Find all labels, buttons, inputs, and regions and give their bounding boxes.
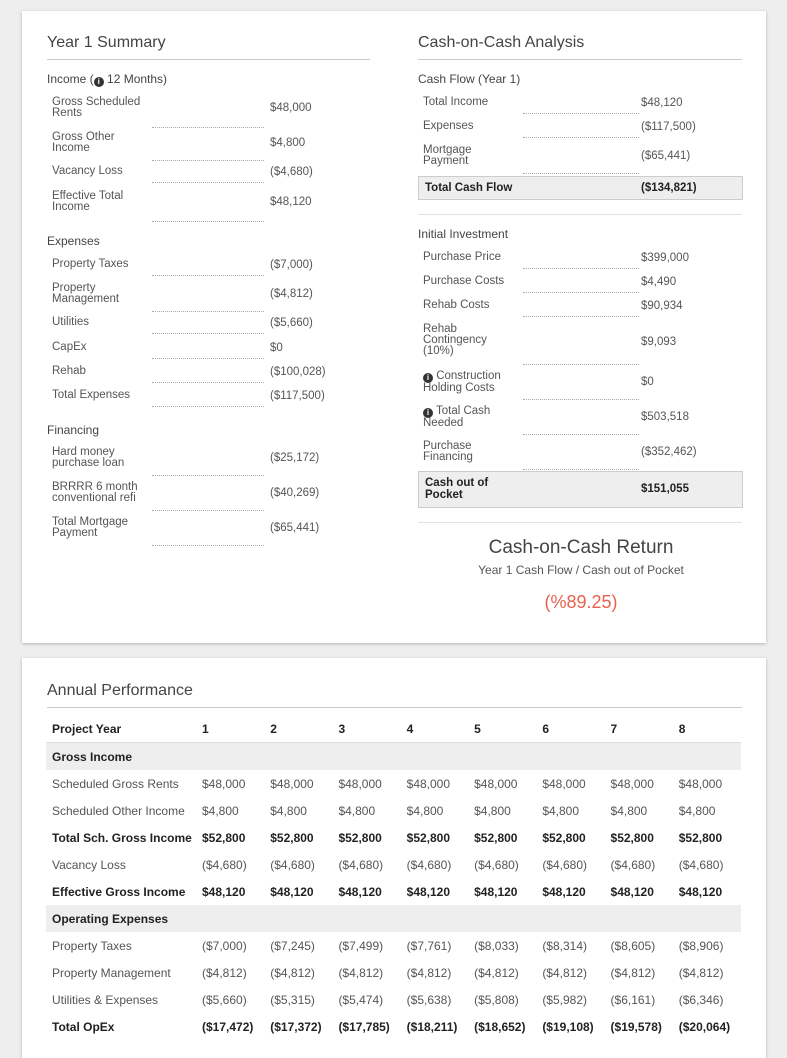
row-label-text: Vacancy Loss bbox=[52, 165, 123, 177]
year-8-cell: ($6,346) bbox=[678, 992, 724, 1007]
year-8-cell: $4,800 bbox=[678, 803, 716, 818]
divider bbox=[47, 707, 742, 708]
year-4-cell: $48,000 bbox=[406, 776, 451, 791]
row-label-cell: Total OpEx bbox=[52, 1019, 115, 1034]
dotted-divider bbox=[152, 275, 264, 276]
row-label-cell: Operating Expenses bbox=[46, 905, 741, 932]
row-value: ($117,500) bbox=[270, 390, 325, 402]
row-value: ($100,028) bbox=[270, 366, 326, 378]
year-8-cell: ($4,812) bbox=[678, 965, 724, 980]
table-row bbox=[46, 851, 741, 878]
year-6-cell: ($5,982) bbox=[542, 992, 588, 1007]
year-4-cell: ($4,680) bbox=[406, 857, 452, 872]
row-label bbox=[52, 132, 152, 154]
row-label bbox=[52, 342, 152, 353]
row-label bbox=[423, 371, 518, 394]
divider bbox=[47, 59, 370, 60]
row-value: ($40,269) bbox=[270, 487, 320, 499]
row-label bbox=[423, 324, 518, 357]
divider bbox=[418, 522, 742, 523]
info-icon[interactable]: i bbox=[423, 408, 433, 418]
total-cash-flow-row bbox=[418, 176, 743, 200]
income-label: Income ( i 12 Months) bbox=[47, 72, 168, 86]
year-7-cell: ($8,605) bbox=[610, 938, 656, 953]
table-group-row bbox=[46, 905, 741, 932]
row-label-cell: Project Year bbox=[46, 715, 196, 743]
year-3-cell: ($4,680) bbox=[338, 857, 384, 872]
row-label-text: Total Income bbox=[423, 96, 489, 108]
year-5-cell: ($8,033) bbox=[474, 938, 519, 953]
row-label bbox=[52, 259, 152, 270]
year-4-cell: $4,800 bbox=[406, 803, 444, 818]
dotted-divider bbox=[152, 311, 264, 312]
investment-label: Initial Investment bbox=[418, 227, 509, 241]
year-8-cell: ($4,680) bbox=[678, 857, 724, 872]
row-value: $0 bbox=[270, 342, 283, 354]
table-row bbox=[46, 1013, 741, 1040]
row-label-text: Purchase Costs bbox=[423, 275, 505, 287]
row-value: ($25,172) bbox=[270, 452, 320, 464]
year-7-cell: ($4,680) bbox=[610, 857, 656, 872]
row-label bbox=[423, 441, 518, 463]
row-value: $48,000 bbox=[270, 102, 312, 114]
dotted-divider bbox=[152, 406, 264, 407]
summary-card bbox=[22, 11, 766, 643]
year-6-cell: $4,800 bbox=[542, 803, 580, 818]
year-1-cell: ($4,680) bbox=[202, 857, 247, 872]
row-value: ($4,680) bbox=[270, 166, 313, 178]
row-label-text: Total Mortgage Payment bbox=[52, 516, 129, 539]
row-label-cell: Effective Gross Income bbox=[52, 884, 186, 899]
coc-return-value: (%89.25) bbox=[544, 592, 618, 612]
year-6-cell: 6 bbox=[536, 715, 604, 743]
year-8-cell: $52,800 bbox=[678, 830, 723, 845]
year-2-cell: ($4,680) bbox=[270, 857, 315, 872]
year-2-cell: 2 bbox=[264, 715, 332, 743]
row-label-cell: Property Taxes bbox=[52, 938, 132, 953]
year-6-cell: ($19,108) bbox=[542, 1019, 594, 1034]
row-label bbox=[423, 145, 518, 167]
row-label bbox=[52, 390, 152, 401]
year-3-cell: $4,800 bbox=[338, 803, 376, 818]
cash-out-of-pocket-row bbox=[418, 471, 743, 508]
row-label-cell: Total Sch. Gross Income bbox=[52, 830, 192, 845]
row-label-cell: Scheduled Other Income bbox=[52, 803, 185, 818]
year-5-cell: ($4,812) bbox=[474, 965, 519, 980]
year-8-cell: 8 bbox=[673, 715, 741, 743]
row-value: ($65,441) bbox=[270, 522, 320, 534]
dotted-divider bbox=[152, 333, 264, 334]
row-value: ($117,500) bbox=[641, 121, 696, 133]
year-5-cell: ($18,652) bbox=[474, 1019, 526, 1034]
row-label-text: Purchase Price bbox=[423, 251, 501, 263]
year-5-cell: ($5,808) bbox=[474, 992, 519, 1007]
annual-performance-title: Annual Performance bbox=[47, 682, 193, 699]
table-row bbox=[46, 959, 741, 986]
year-2-cell: $4,800 bbox=[270, 803, 307, 818]
year-3-cell: $48,120 bbox=[338, 884, 382, 899]
year-2-cell: ($17,372) bbox=[270, 1019, 322, 1034]
table-row bbox=[46, 824, 741, 851]
total-cash-flow-value: ($134,821) bbox=[641, 182, 697, 194]
year-5-cell: $52,800 bbox=[474, 830, 518, 845]
row-value: $48,120 bbox=[641, 97, 683, 109]
row-label bbox=[423, 276, 518, 287]
year-1-cell: $52,800 bbox=[202, 830, 246, 845]
row-label-text: Expenses bbox=[423, 120, 474, 132]
year-3-cell: ($17,785) bbox=[338, 1019, 390, 1034]
year-1-cell: ($17,472) bbox=[202, 1019, 254, 1034]
year-5-cell: 5 bbox=[468, 715, 536, 743]
year-4-cell: $52,800 bbox=[406, 830, 451, 845]
year-7-cell: $52,800 bbox=[610, 830, 654, 845]
year-5-cell: $48,120 bbox=[474, 884, 518, 899]
dotted-divider bbox=[152, 382, 264, 383]
year-1-cell: $48,120 bbox=[202, 884, 246, 899]
table-header-row bbox=[46, 715, 741, 743]
year-6-cell: $52,800 bbox=[542, 830, 586, 845]
row-label-text: Rehab Contingency (10%) bbox=[423, 323, 487, 357]
row-label-text: Property Management bbox=[52, 282, 120, 305]
row-label-text: Effective Total Income bbox=[52, 190, 124, 213]
year-8-cell: $48,120 bbox=[678, 884, 723, 899]
row-value: ($5,660) bbox=[270, 317, 313, 329]
year-2-cell: ($4,812) bbox=[270, 965, 315, 980]
year-5-cell: ($4,680) bbox=[474, 857, 519, 872]
year-2-cell: ($5,315) bbox=[270, 992, 315, 1007]
table-row bbox=[46, 797, 741, 824]
year-4-cell: ($7,761) bbox=[406, 938, 452, 953]
row-label-cell: Scheduled Gross Rents bbox=[52, 776, 179, 791]
row-label-text: Total Cash Needed bbox=[423, 405, 491, 429]
table-row bbox=[46, 932, 741, 959]
year-6-cell: ($4,812) bbox=[542, 965, 588, 980]
row-label-text: Utilities bbox=[52, 316, 90, 328]
row-label bbox=[52, 317, 152, 328]
dotted-divider bbox=[523, 113, 639, 114]
row-label bbox=[52, 97, 152, 119]
dotted-divider bbox=[152, 510, 264, 511]
year-6-cell: ($4,680) bbox=[542, 857, 588, 872]
row-label-text: Purchase Financing bbox=[423, 440, 473, 463]
row-value: $4,800 bbox=[270, 137, 306, 149]
year-8-cell: ($8,906) bbox=[678, 938, 724, 953]
dotted-divider bbox=[152, 475, 264, 476]
dotted-divider bbox=[152, 160, 264, 161]
cashflow-label: Cash Flow (Year 1) bbox=[418, 72, 521, 86]
total-cash-flow-label: Total Cash Flow bbox=[425, 182, 513, 194]
year-2-cell: $48,000 bbox=[270, 776, 314, 791]
dotted-divider bbox=[523, 173, 639, 174]
row-value: $90,934 bbox=[641, 300, 683, 312]
row-label-text: BRRRR 6 month conventional refi bbox=[52, 481, 138, 504]
row-value: $399,000 bbox=[641, 252, 689, 264]
row-label bbox=[423, 97, 518, 108]
row-value: ($7,000) bbox=[270, 259, 313, 271]
row-label bbox=[52, 482, 152, 504]
row-label bbox=[52, 517, 152, 539]
year1-summary-title: Year 1 Summary bbox=[47, 34, 166, 51]
dotted-divider bbox=[523, 268, 639, 269]
row-label-text: Hard money purchase loan bbox=[52, 446, 125, 469]
year-5-cell: $4,800 bbox=[474, 803, 511, 818]
year-3-cell: ($7,499) bbox=[338, 938, 384, 953]
dotted-divider bbox=[523, 316, 639, 317]
year-8-cell: ($20,064) bbox=[678, 1019, 731, 1034]
row-label bbox=[423, 406, 518, 429]
year-7-cell: ($19,578) bbox=[610, 1019, 662, 1034]
year-6-cell: ($8,314) bbox=[542, 938, 588, 953]
row-label bbox=[423, 300, 518, 311]
row-value: ($65,441) bbox=[641, 150, 691, 162]
year-3-cell: ($5,474) bbox=[338, 992, 384, 1007]
divider bbox=[418, 59, 742, 60]
row-label-text: CapEx bbox=[52, 341, 87, 353]
year-1-cell: ($4,812) bbox=[202, 965, 247, 980]
year-6-cell: $48,000 bbox=[542, 776, 586, 791]
row-label bbox=[52, 447, 152, 469]
row-label-text: Gross Other Income bbox=[52, 131, 115, 154]
year-4-cell: ($4,812) bbox=[406, 965, 452, 980]
expenses-label: Expenses bbox=[47, 234, 100, 248]
year-8-cell: $48,000 bbox=[678, 776, 723, 791]
row-label-text: Gross Scheduled Rents bbox=[52, 96, 141, 119]
year-3-cell: 3 bbox=[332, 715, 400, 743]
dotted-divider bbox=[152, 358, 264, 359]
year-5-cell: $48,000 bbox=[474, 776, 518, 791]
year-7-cell: $48,120 bbox=[610, 884, 654, 899]
row-label-cell: Property Management bbox=[52, 965, 171, 980]
year-7-cell: 7 bbox=[605, 715, 673, 743]
year-2-cell: $52,800 bbox=[270, 830, 314, 845]
table-row bbox=[46, 986, 741, 1013]
year-4-cell: 4 bbox=[401, 715, 468, 743]
year-4-cell: $48,120 bbox=[406, 884, 451, 899]
info-icon[interactable]: i bbox=[423, 373, 433, 383]
coc-analysis-title: Cash-on-Cash Analysis bbox=[418, 34, 585, 51]
dotted-divider bbox=[523, 434, 639, 435]
row-label-text: Rehab Costs bbox=[423, 299, 490, 311]
year-3-cell: $52,800 bbox=[338, 830, 382, 845]
year-1-cell: $4,800 bbox=[202, 803, 239, 818]
table-row bbox=[46, 878, 741, 905]
annual-performance-table bbox=[46, 715, 741, 1040]
dotted-divider bbox=[152, 221, 264, 222]
row-value: $0 bbox=[641, 376, 654, 388]
dotted-divider bbox=[523, 364, 639, 365]
year-4-cell: ($18,211) bbox=[406, 1019, 458, 1034]
year-2-cell: ($7,245) bbox=[270, 938, 315, 953]
year-6-cell: $48,120 bbox=[542, 884, 586, 899]
table-row bbox=[46, 770, 741, 797]
year-2-cell: $48,120 bbox=[270, 884, 314, 899]
row-label-text: Mortgage Payment bbox=[423, 144, 472, 167]
year-3-cell: ($4,812) bbox=[338, 965, 384, 980]
row-label bbox=[52, 191, 152, 213]
year-7-cell: $4,800 bbox=[610, 803, 648, 818]
row-value: $503,518 bbox=[641, 411, 689, 423]
year-1-cell: ($5,660) bbox=[202, 992, 247, 1007]
row-value: $4,490 bbox=[641, 276, 677, 288]
year-4-cell: ($5,638) bbox=[406, 992, 452, 1007]
year-7-cell: $48,000 bbox=[610, 776, 654, 791]
year-3-cell: $48,000 bbox=[338, 776, 382, 791]
year-1-cell: $48,000 bbox=[202, 776, 246, 791]
financing-label: Financing bbox=[47, 423, 100, 437]
dotted-divider bbox=[523, 469, 639, 470]
row-value: $9,093 bbox=[641, 336, 677, 348]
cash-out-of-pocket-label: Cash out of Pocket bbox=[425, 477, 489, 501]
dotted-divider bbox=[523, 137, 639, 138]
row-label-text: Total Expenses bbox=[52, 389, 130, 401]
info-icon[interactable]: i bbox=[94, 77, 104, 87]
row-value: ($352,462) bbox=[641, 446, 697, 458]
dotted-divider bbox=[152, 127, 264, 128]
row-label-text: Rehab bbox=[52, 365, 86, 377]
coc-return-subtitle: Year 1 Cash Flow / Cash out of Pocket bbox=[478, 563, 684, 577]
dotted-divider bbox=[523, 292, 639, 293]
year-1-cell: ($7,000) bbox=[202, 938, 247, 953]
cash-out-of-pocket-value: $151,055 bbox=[641, 483, 689, 495]
table-group-row bbox=[46, 743, 741, 771]
dotted-divider bbox=[523, 399, 639, 400]
dotted-divider bbox=[152, 545, 264, 546]
row-label-cell: Utilities & Expenses bbox=[52, 992, 159, 1007]
row-label bbox=[423, 121, 518, 132]
row-label bbox=[52, 166, 152, 177]
row-label-text: Construction Holding Costs bbox=[423, 370, 501, 394]
row-value: ($4,812) bbox=[270, 288, 313, 300]
row-label-text: Property Taxes bbox=[52, 258, 129, 270]
annual-performance-card bbox=[22, 658, 766, 1058]
row-label bbox=[52, 366, 152, 377]
row-value: $48,120 bbox=[270, 196, 312, 208]
row-label-cell: Gross Income bbox=[46, 743, 741, 771]
year-7-cell: ($6,161) bbox=[610, 992, 656, 1007]
dotted-divider bbox=[152, 182, 264, 183]
row-label bbox=[52, 283, 152, 305]
row-label bbox=[423, 252, 518, 263]
row-label-cell: Vacancy Loss bbox=[52, 857, 126, 872]
year-7-cell: ($4,812) bbox=[610, 965, 656, 980]
coc-return-title: Cash-on-Cash Return bbox=[488, 537, 674, 558]
divider bbox=[418, 214, 742, 215]
year-1-cell: 1 bbox=[196, 715, 264, 743]
